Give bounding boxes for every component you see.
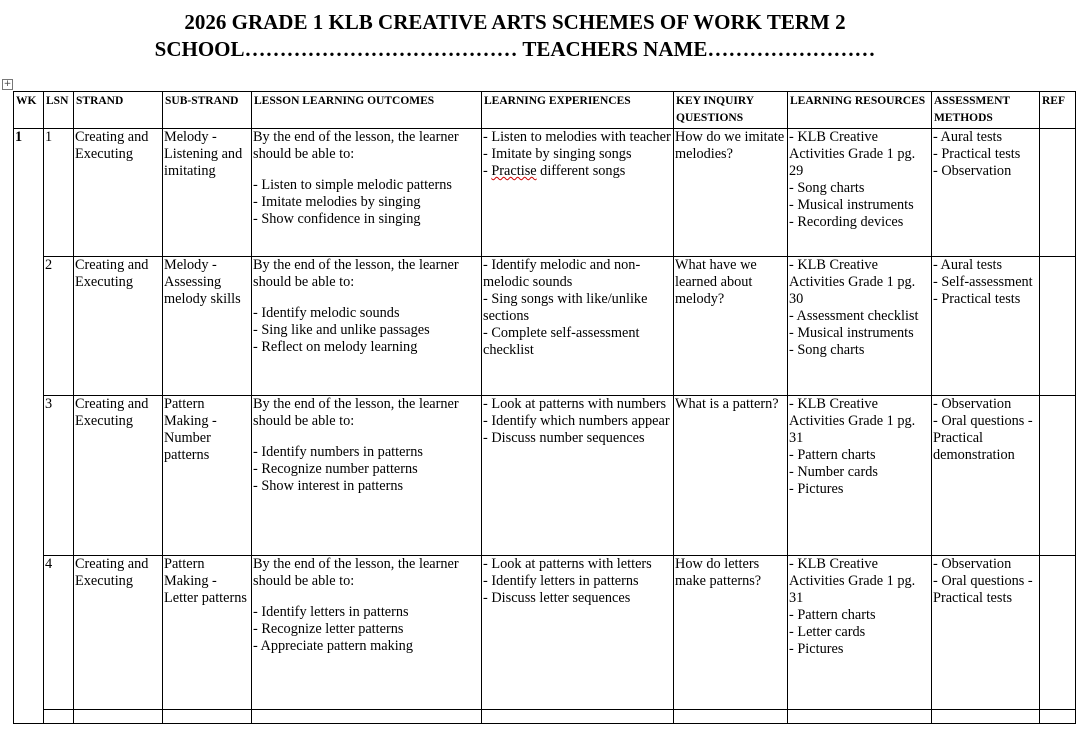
table-header-row	[14, 92, 1076, 129]
cell-line: - Recognize letter patterns	[253, 621, 404, 637]
empty-cell	[482, 710, 674, 724]
empty-cell	[74, 710, 163, 724]
cell-line: - Pictures	[789, 641, 844, 657]
table-row-empty	[14, 710, 1076, 724]
col-header-strand: STRAND	[74, 92, 163, 129]
cell-line: - Show confidence in singing	[253, 211, 421, 227]
sub-strand-cell: Pattern Making - Letter patterns	[163, 556, 252, 710]
col-header-ref: REF	[1040, 92, 1076, 129]
school-teacher-line: SCHOOL………………………………… TEACHERS NAME……………………	[154, 37, 876, 61]
ref-cell	[1040, 129, 1076, 257]
schemes-of-work-table	[13, 91, 1076, 724]
outcomes-cell	[252, 129, 482, 257]
col-header-sub-strand: SUB-STRAND	[163, 92, 252, 129]
cell-line: - Discuss number sequences	[483, 430, 645, 446]
strand-cell: Creating and Executing	[74, 556, 163, 710]
col-header-lsn: LSN	[44, 92, 74, 129]
cell-line: - Song charts	[789, 342, 865, 358]
questions-cell: What is a pattern?	[674, 396, 788, 556]
resources-cell	[788, 129, 932, 257]
assessment-cell	[932, 129, 1040, 257]
empty-cell	[252, 710, 482, 724]
cell-line: - Assessment checklist	[789, 308, 919, 324]
experiences-cell	[482, 396, 674, 556]
resources-cell	[788, 556, 932, 710]
cell-line: - Recognize number patterns	[253, 461, 418, 477]
table-move-handle-icon[interactable]: +	[3, 79, 12, 89]
spellcheck-underline: Practise	[491, 163, 537, 179]
resources-cell	[788, 257, 932, 396]
col-header-resources: LEARNING RESOURCES	[788, 92, 932, 129]
lesson-number: 4	[44, 556, 74, 710]
col-header-experiences: LEARNING EXPERIENCES	[482, 92, 674, 129]
experiences-cell	[482, 129, 674, 257]
questions-cell: How do letters make patterns?	[674, 556, 788, 710]
outcomes-cell	[252, 257, 482, 396]
cell-line: - Recording devices	[789, 214, 904, 230]
strand-cell: Creating and Executing	[74, 257, 163, 396]
cell-line: - Imitate by singing songs	[483, 146, 632, 162]
ref-cell	[1040, 556, 1076, 710]
assessment-cell	[932, 257, 1040, 396]
cell-line: - KLB Creative Activities Grade 1 pg. 31	[789, 556, 919, 606]
cell-line: - Musical instruments	[789, 197, 914, 213]
empty-cell	[674, 710, 788, 724]
cell-line: By the end of the lesson, the learner should be able to:	[253, 556, 463, 589]
cell-line: - Listen to melodies with teacher	[483, 129, 671, 145]
empty-cell	[163, 710, 252, 724]
ref-cell	[1040, 257, 1076, 396]
empty-cell	[932, 710, 1040, 724]
cell-line: - Listen to simple melodic patterns	[253, 177, 452, 193]
cell-line: By the end of the lesson, the learner should be able to:	[253, 257, 463, 290]
empty-cell	[1040, 710, 1076, 724]
cell-line: - Self-assessment - Practical tests	[933, 274, 1037, 307]
cell-line: - Appreciate pattern making	[253, 638, 413, 654]
outcomes-cell	[252, 396, 482, 556]
cell-line: - Observation	[933, 163, 1012, 179]
cell-line: - Show interest in patterns	[253, 478, 404, 494]
cell-line: - Practise different songs	[483, 163, 626, 179]
cell-line: - Observation	[933, 556, 1012, 572]
cell-line: - KLB Creative Activities Grade 1 pg. 30	[789, 257, 919, 307]
cell-line: - Identify which numbers appear	[483, 413, 670, 429]
cell-line	[253, 590, 480, 604]
cell-line: - Identify melodic and non-melodic sounds	[483, 257, 641, 290]
table-row	[14, 257, 1076, 396]
empty-cell	[788, 710, 932, 724]
cell-line: By the end of the lesson, the learner should be able to:	[253, 129, 463, 162]
sub-strand-cell: Melody - Assessing melody skills	[163, 257, 252, 396]
cell-line: - Song charts	[789, 180, 865, 196]
col-header-outcomes: LESSON LEARNING OUTCOMES	[252, 92, 482, 129]
col-header-assessment: ASSESSMENT METHODS	[932, 92, 1040, 129]
cell-line: - Identify letters in patterns	[483, 573, 639, 589]
document-title: 2026 GRADE 1 KLB CREATIVE ARTS SCHEMES OF WORK TERM 2	[184, 10, 846, 34]
cell-line: - Sing like and unlike passages	[253, 322, 430, 338]
cell-line: - Number cards	[789, 464, 878, 480]
resources-cell	[788, 396, 932, 556]
table-row	[14, 129, 1076, 257]
cell-line	[253, 430, 480, 444]
questions-cell: How do we imitate melodies?	[674, 129, 788, 257]
cell-line: - Oral questions - Practical demonstration	[933, 413, 1037, 463]
strand-cell: Creating and Executing	[74, 129, 163, 257]
cell-line: - Imitate melodies by singing	[253, 194, 421, 210]
cell-line: - KLB Creative Activities Grade 1 pg. 29	[789, 129, 919, 179]
cell-line: - Identify numbers in patterns	[253, 444, 423, 460]
week-number: 1	[14, 129, 44, 724]
cell-line: - Discuss letter sequences	[483, 590, 631, 606]
experiences-cell	[482, 257, 674, 396]
cell-line: - Identify melodic sounds	[253, 305, 400, 321]
cell-line	[253, 291, 480, 305]
cell-line: - Oral questions - Practical tests	[933, 573, 1037, 606]
questions-cell: What have we learned about melody?	[674, 257, 788, 396]
table-row	[14, 556, 1076, 710]
cell-line: - Look at patterns with numbers	[483, 396, 667, 412]
table-row	[14, 396, 1076, 556]
cell-line: - Sing songs with like/unlike sections	[483, 291, 651, 324]
cell-line: - Complete self-assessment checklist	[483, 325, 644, 358]
ref-cell	[1040, 396, 1076, 556]
lesson-number: 2	[44, 257, 74, 396]
col-header-questions: KEY INQUIRY QUESTIONS	[674, 92, 788, 129]
cell-line: - Identify letters in patterns	[253, 604, 409, 620]
cell-line: - Pictures	[789, 481, 844, 497]
col-header-wk: WK	[14, 92, 44, 129]
cell-line: - Musical instruments	[789, 325, 914, 341]
cell-line: - Aural tests	[933, 129, 1003, 145]
cell-line: - Pattern charts	[789, 447, 876, 463]
cell-line: - Letter cards	[789, 624, 866, 640]
lesson-number: 3	[44, 396, 74, 556]
sub-strand-cell: Melody - Listening and imitating	[163, 129, 252, 257]
cell-line	[253, 163, 480, 177]
strand-cell: Creating and Executing	[74, 396, 163, 556]
cell-line: - Observation	[933, 396, 1012, 412]
cell-line: - Reflect on melody learning	[253, 339, 418, 355]
assessment-cell	[932, 556, 1040, 710]
cell-line: - Pattern charts	[789, 607, 876, 623]
empty-cell	[44, 710, 74, 724]
assessment-cell	[932, 396, 1040, 556]
cell-line: - Aural tests	[933, 257, 1003, 273]
cell-line: By the end of the lesson, the learner should be able to:	[253, 396, 463, 429]
lesson-number: 1	[44, 129, 74, 257]
outcomes-cell	[252, 556, 482, 710]
cell-line: - Look at patterns with letters	[483, 556, 652, 572]
sub-strand-cell: Pattern Making - Number patterns	[163, 396, 252, 556]
cell-line: - Practical tests	[933, 146, 1021, 162]
experiences-cell	[482, 556, 674, 710]
cell-line: - KLB Creative Activities Grade 1 pg. 31	[789, 396, 919, 446]
